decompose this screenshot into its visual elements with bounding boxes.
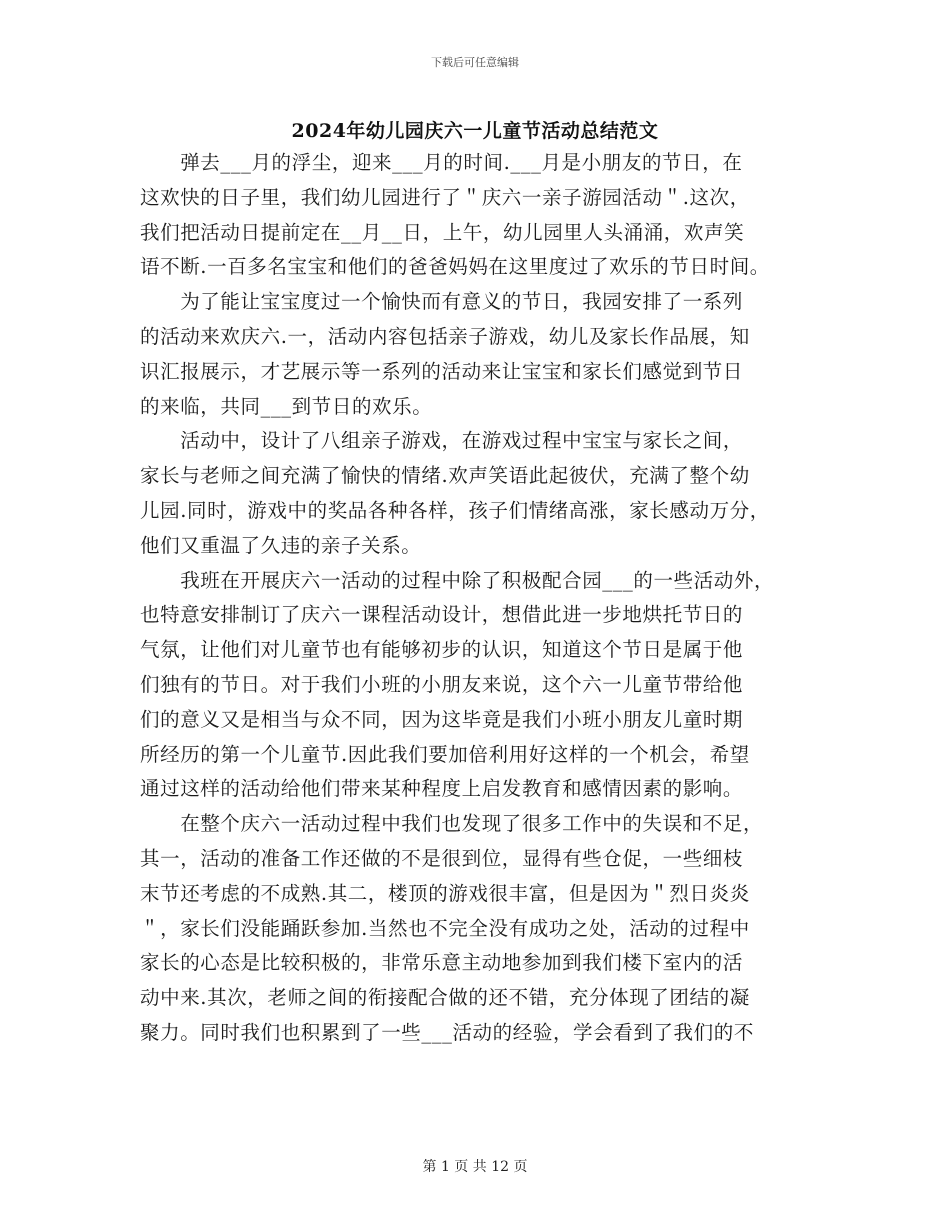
body-line: 为了能让宝宝度过一个愉快而有意义的节日，我园安排了一系列	[140, 290, 744, 314]
body-line: 末节还考虑的不成熟.其二，楼顶的游戏很丰富，但是因为＂烈日炎炎	[140, 881, 750, 905]
body-line: 的来临，共同___到节日的欢乐。	[140, 394, 433, 418]
body-line: 动中来.其次，老师之间的衔接配合做的还不错，充分体现了团结的凝	[140, 986, 750, 1010]
body-line: 的活动来欢庆六.一，活动内容包括亲子游戏，幼儿及家长作品展，知	[140, 324, 750, 348]
body-line: 们的意义又是相当与众不同，因为这毕竟是我们小班小朋友儿童时期	[140, 707, 744, 731]
page-number: 第 1 页 共 12 页	[422, 1159, 528, 1175]
body-line: 气氛，让他们对儿童节也有能够初步的认识，知道这个节日是属于他	[140, 638, 744, 662]
body-line: 所经历的第一个儿童节.因此我们要加倍利用好这样的一个机会，希望	[140, 742, 750, 766]
body-line: 聚力。同时我们也积累到了一些___活动的经验，学会看到了我们的不	[140, 1020, 754, 1044]
body-line: 弹去___月的浮尘，迎来___月的时间.___月是小朋友的节日，在	[140, 151, 743, 174]
body-line: 活动中，设计了八组亲子游戏，在游戏过程中宝宝与家长之间，	[140, 429, 744, 453]
body-line: 在整个庆六一活动过程中我们也发现了很多工作中的失误和不足，	[140, 812, 764, 836]
body-line: 儿园.同时，游戏中的奖品各种各样，孩子们情绪高涨，家长感动万分，	[140, 498, 770, 522]
body-line: 通过这样的活动给他们带来某种程度上启发教育和感情因素的影响。	[140, 777, 744, 801]
body-line: 识汇报展示，才艺展示等一系列的活动来让宝宝和家长们感觉到节日	[140, 359, 744, 383]
body-line: 我班在开展庆六一活动的过程中除了积极配合园___的一些活动外，	[140, 568, 775, 592]
page-header-note: 下载后可任意编辑	[431, 56, 519, 69]
body-line: 家长的心态是比较积极的，非常乐意主动地参加到我们楼下室内的活	[140, 951, 744, 975]
document-body	[140, 146, 820, 1051]
body-line: 我们把活动日提前定在__月__日，上午，幼儿园里人头涌涌，欢声笑	[140, 220, 745, 244]
body-line: ＂，家长们没能踊跃参加.当然也不完全没有成功之处，活动的过程中	[140, 916, 750, 940]
body-line: 其一，活动的准备工作还做的不是很到位，显得有些仓促，一些细枝	[140, 846, 744, 870]
body-line: 家长与老师之间充满了愉快的情绪.欢声笑语此起彼伏，充满了整个幼	[140, 464, 750, 488]
body-line: 这欢快的日子里，我们幼儿园进行了＂庆六一亲子游园活动＂.这次，	[140, 185, 750, 209]
body-line: 也特意安排制订了庆六一课程活动设计，想借此进一步地烘托节日的	[140, 603, 744, 627]
body-line: 们独有的节日。对于我们小班的小朋友来说，这个六一儿童节带给他	[140, 672, 744, 696]
body-line: 他们又重温了久违的亲子关系。	[140, 533, 422, 557]
body-line: 语不断.一百多名宝宝和他们的爸爸妈妈在这里度过了欢乐的节日时间。	[140, 255, 770, 279]
document-title: 2024年幼儿园庆六一儿童节活动总结范文	[291, 120, 659, 142]
